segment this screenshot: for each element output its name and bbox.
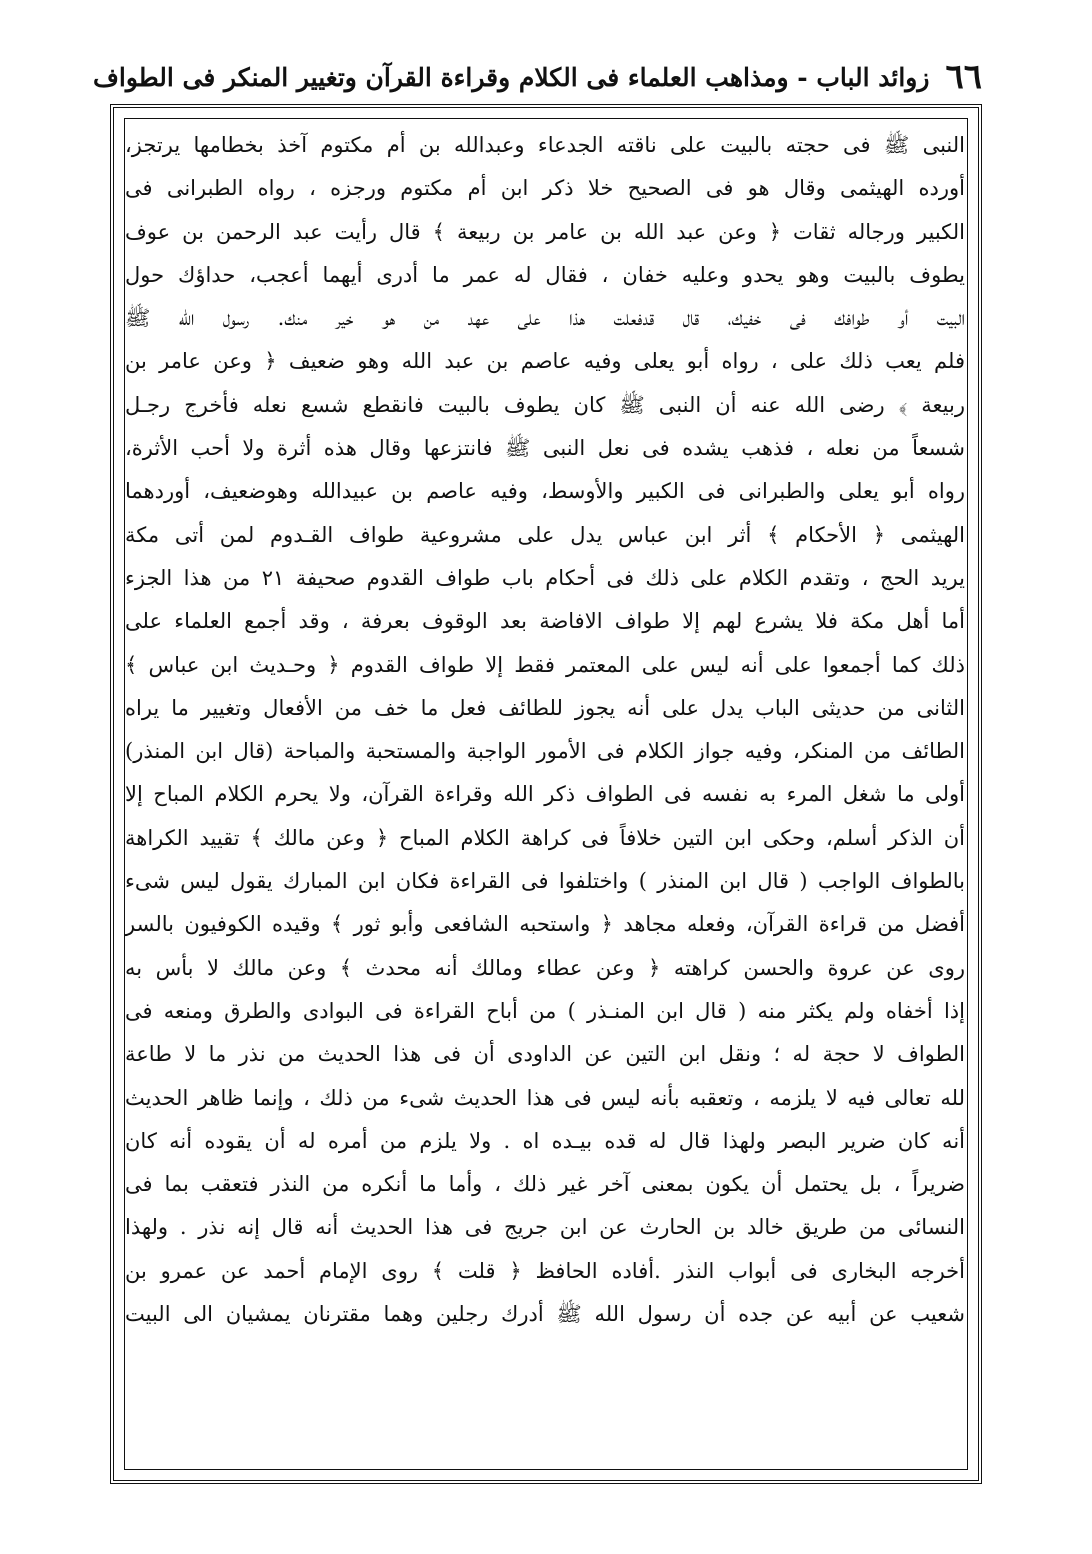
text-line: رواه أبو يعلى والطبرانى فى الكبير والأوسط، وفيه عاصم بن عبيدالله وهوضعيف، أوردهما [125,479,965,504]
text-line: الطائف من المنكر، وفيه جواز الكلام فى الأمور الواجبة والمستحبة والمباحة (قال ابن المنذر) [125,739,965,764]
text-line: ربيعة ﴾ رضى الله عنه أن النبى ﷺ كان يطوف بالبيت فانقطع شسع نعله فأخرج رجـل [125,392,965,417]
text-line: أولى ما شغل المرء به نفسه فى الطواف ذكر الله وقراءة القرآن، ولا يحرم الكلام المباح إلا [125,782,965,807]
text-line: الكبير ورجاله ثقات ﴿ وعن عبد الله بن عامر بن ربيعة ﴾ قال رأيت عبد الرحمن بن عوف [125,219,965,244]
text-line: يريد الحج ، وتقدم الكلام على ذلك فى أحكام باب طواف القدوم صحيفة ٢١ من هذا الجزء [125,565,965,590]
text-line: يطوف بالبيت وهو يحدو وعليه خفان ، فقال له عمر ما أدرى أيهما أعجب، حداؤك حول [125,262,965,287]
text-line: أن الذكر أسلم، وحكى ابن التين خلافاً فى كراهة الكلام المباح ﴿ وعن مالك ﴾ تقييد الكراهة [125,825,965,850]
text-line: شعيب عن أبيه عن جده أن رسول الله ﷺ أدرك رجلين وهما مقترنان يمشيان الى البيت [125,1302,965,1327]
text-line: أما أهل مكة فلا يشرع لهم إلا طواف الافاضة بعد الوقوف بعرفة ، وقد أجمع العلماء على [125,609,965,634]
page-header [92,50,990,104]
text-line: النبى ﷺ فى حجته بالبيت على ناقته الجدعاء وعبدالله بن أم مكتوم آخذ بخطامها يرتجز، [125,133,965,157]
text-line: شسعاً من نعله ، فذهب يشده فى نعل النبى ﷺ فانتزعها وقال هذه أثرة ولا أحب الأثرة، [125,436,965,461]
text-line: الطواف لا حجة له ؛ ونقل ابن التين عن الداودى أن فى هذا الحديث من نذر ما لا طاعة [125,1042,965,1067]
text-line: البيت أو طوافك فى خفيك، قال قدفعلت هذا على عهد من هو خير منك. رسول الله ﷺ [125,306,965,331]
body-text [125,124,965,1336]
text-line: روى عن عروة والحسن كراهته ﴿ وعن عطاء ومالك أنه محدث ﴾ وعن مالك لا بأس به [125,955,965,980]
page-number: ٦٦ [945,57,982,97]
text-line: ضريراً ، بل يحتمل أن يكون بمعنى آخر غير ذلك ، وأما ما أنكره من النذر فتعقب بما فى [125,1172,965,1197]
text-line: النسائى من طريق خالد بن الحارث عن ابن جريج فى هذا الحديث أنه قال إنه نذر . ولهذا [125,1215,965,1240]
text-line: بالطواف الواجب ( قال ابن المنذر ) واختلفوا فى القراءة فكان ابن المبارك يقول ليس شىء [125,869,965,894]
text-line: الهيثمى ﴿ الأحكام ﴾ أثر ابن عباس يدل على مشروعية طواف القـدوم لمن أتى مكة [125,522,965,547]
text-line: ذلك كما أجمعوا على أنه ليس على المعتمر فقط إلا طواف القدوم ﴿ وحـديث ابن عباس ﴾ [125,652,965,677]
text-line: الثانى من حديثى الباب يدل على أنه يجوز للطائف فعل ما خف من الأفعال وتغيير ما يراه [125,695,965,720]
running-title: زوائد الباب - ومذاهب العلماء فى الكلام وقراءة القرآن وتغيير المنكر فى الطواف [92,62,930,92]
text-line: أخرجه البخارى فى أبواب النذر .أفاده الحافظ ﴿ قلت ﴾ روى الإمام أحمد عن عمرو بن [125,1258,965,1283]
text-line: فلم يعب ذلك على ، رواه أبو يعلى وفيه عاصم بن عبد الله وهو ضعيف ﴿ وعن عامر بن [125,349,965,374]
text-line: أورده الهيثمى وقال هو فى الصحيح خلا ذكر ابن أم مكتوم ورجزه ، رواه الطبرانى فى [125,176,965,201]
text-line: إذا أخفاه ولم يكثر منه ( قال ابن المنـذر ) من أباح القراءة فى البوادى والطرق ومنعه فى [125,998,965,1023]
text-line: أفضل من قراءة القرآن، وفعله مجاهد ﴿ واستحبه الشافعى وأبو ثور ﴾ وقيده الكوفيون بالسر [125,912,965,937]
text-line: لله تعالى فيه لا يلزمه ، وتعقبه بأنه ليس فى هذا الحديث شىء من ذلك ، وإنما ظاهر الحديث [125,1085,965,1110]
text-line: أنه كان ضرير البصر ولهذا قال له قده بيـده اه . ولا يلزم من أمره له أن يقوده أنه كان [125,1128,965,1153]
